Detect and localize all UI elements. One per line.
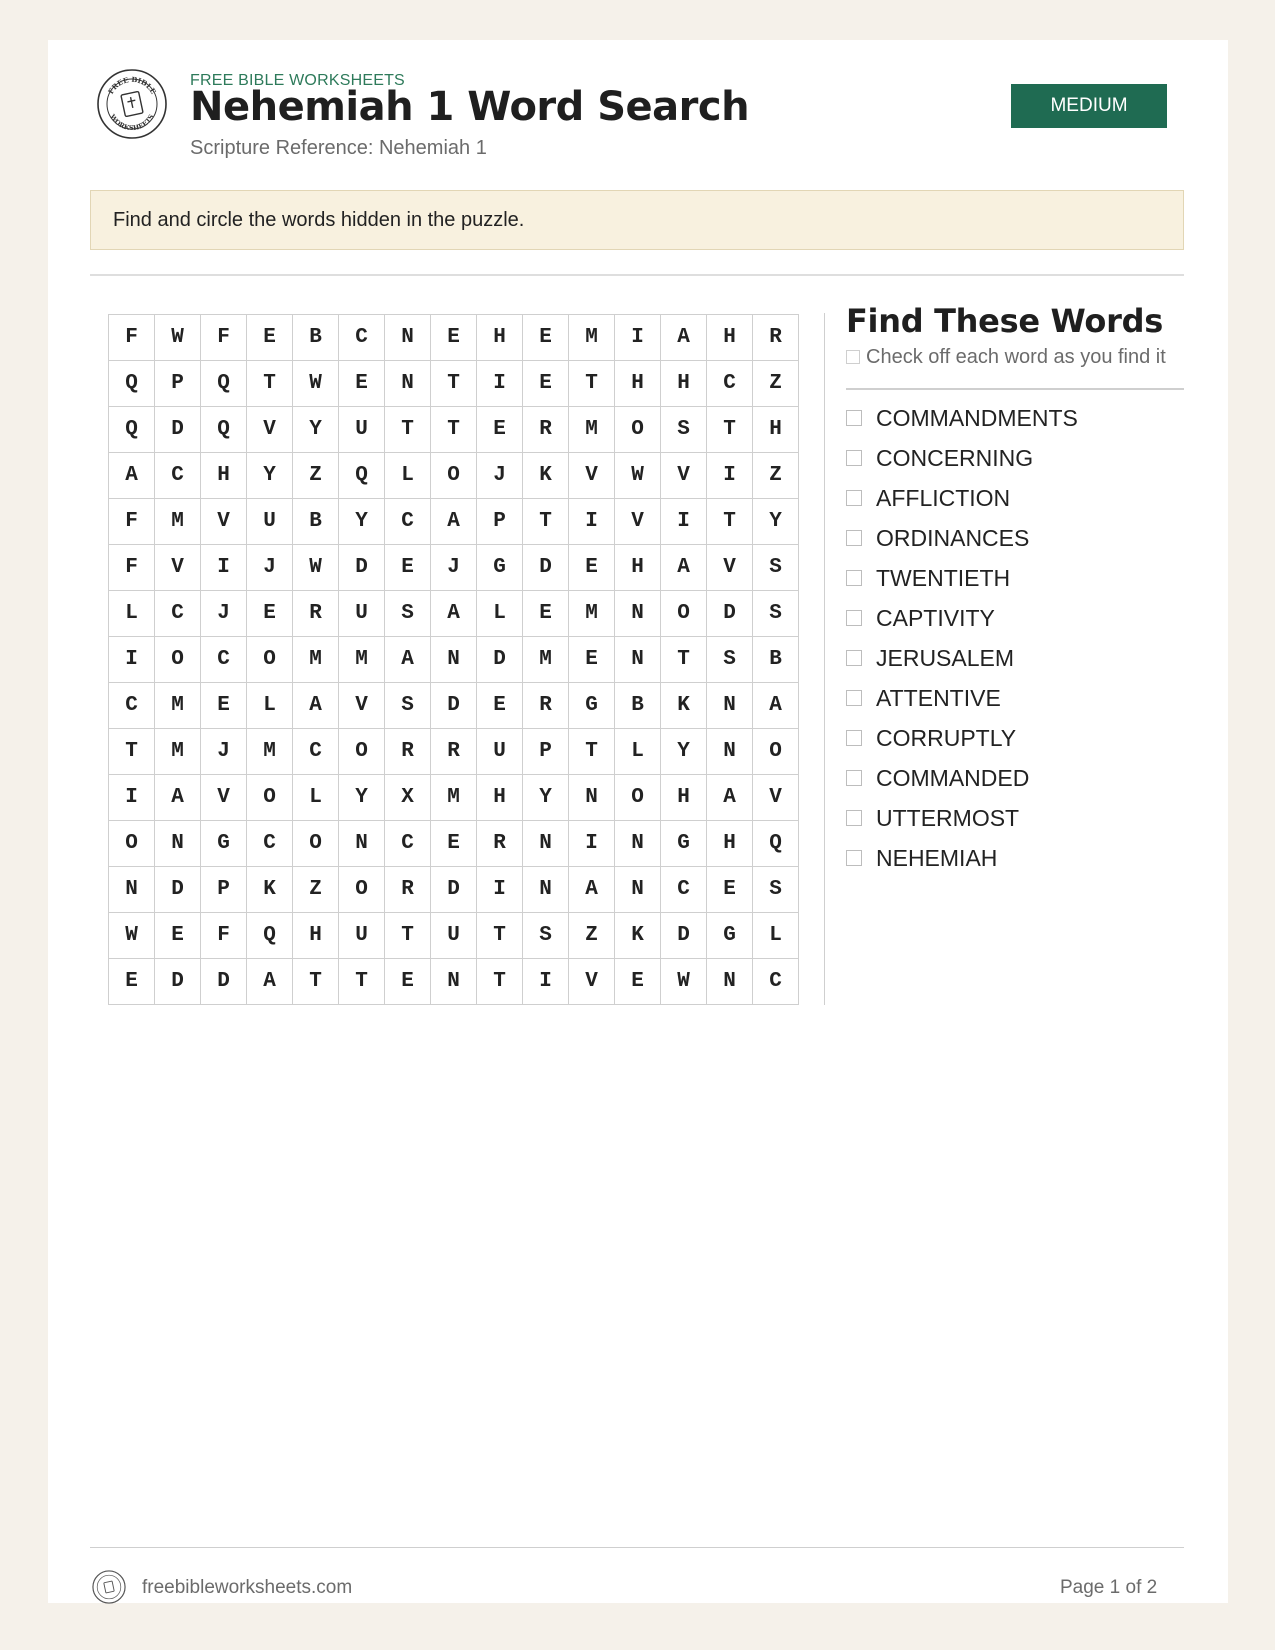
grid-cell[interactable]: T [431, 407, 477, 453]
page-title: Nehemiah 1 Word Search [190, 84, 750, 130]
grid-cell[interactable]: Z [753, 361, 799, 407]
grid-cell[interactable]: D [431, 683, 477, 729]
grid-row [109, 729, 799, 775]
grid-cell[interactable]: D [661, 913, 707, 959]
grid-cell[interactable]: E [569, 545, 615, 591]
grid-cell[interactable]: M [431, 775, 477, 821]
grid-cell[interactable]: H [293, 913, 339, 959]
grid-cell[interactable]: M [293, 637, 339, 683]
grid-cell[interactable]: G [201, 821, 247, 867]
grid-cell[interactable]: O [293, 821, 339, 867]
grid-cell[interactable]: E [569, 637, 615, 683]
grid-cell[interactable]: F [201, 315, 247, 361]
grid-cell[interactable]: A [431, 591, 477, 637]
footer-divider [90, 1547, 1184, 1548]
grid-cell[interactable]: W [293, 545, 339, 591]
grid-cell[interactable]: M [155, 729, 201, 775]
word-list [846, 398, 1078, 878]
grid-row [109, 545, 799, 591]
word-list-subtitle [846, 346, 1166, 369]
grid-cell[interactable]: K [523, 453, 569, 499]
header [48, 40, 1228, 180]
grid-row [109, 867, 799, 913]
grid-cell[interactable]: Z [753, 453, 799, 499]
grid-cell[interactable]: N [615, 821, 661, 867]
grid-cell[interactable]: V [707, 545, 753, 591]
grid-cell[interactable]: B [293, 499, 339, 545]
word-list-title: Find These Words [846, 302, 1163, 340]
grid-cell[interactable]: J [477, 453, 523, 499]
grid-cell[interactable]: K [247, 867, 293, 913]
checkbox-icon[interactable] [846, 530, 862, 546]
grid-cell[interactable]: D [155, 959, 201, 1005]
grid-cell[interactable]: B [293, 315, 339, 361]
grid-cell[interactable]: I [569, 821, 615, 867]
grid-cell[interactable]: J [201, 591, 247, 637]
grid-cell[interactable]: S [661, 407, 707, 453]
grid-cell[interactable]: E [247, 315, 293, 361]
difficulty-badge: MEDIUM [1011, 84, 1167, 128]
grid-cell[interactable]: N [523, 821, 569, 867]
grid-cell[interactable]: D [523, 545, 569, 591]
grid-cell[interactable]: A [385, 637, 431, 683]
grid-cell[interactable]: D [477, 637, 523, 683]
grid-cell[interactable]: R [431, 729, 477, 775]
grid-cell[interactable]: V [661, 453, 707, 499]
grid-cell[interactable]: I [569, 499, 615, 545]
grid-cell[interactable]: A [155, 775, 201, 821]
grid-cell[interactable]: Q [109, 407, 155, 453]
grid-cell[interactable]: O [155, 637, 201, 683]
scripture-reference: Scripture Reference: Nehemiah 1 [190, 137, 487, 159]
grid-cell[interactable]: O [753, 729, 799, 775]
word-list-item[interactable] [846, 518, 1078, 558]
grid-cell[interactable]: Y [753, 499, 799, 545]
logo-text-top: FREE BIBLE [106, 74, 158, 96]
grid-cell[interactable]: U [339, 407, 385, 453]
grid-cell[interactable]: N [523, 867, 569, 913]
grid-cell[interactable]: N [615, 591, 661, 637]
grid-cell[interactable]: H [661, 361, 707, 407]
checkbox-icon[interactable] [846, 610, 862, 626]
grid-cell[interactable]: O [661, 591, 707, 637]
grid-cell[interactable]: V [569, 453, 615, 499]
worksheet-page [48, 40, 1228, 1603]
grid-cell[interactable]: Z [293, 867, 339, 913]
grid-cell[interactable]: E [477, 683, 523, 729]
grid-cell[interactable]: V [615, 499, 661, 545]
word-list-divider [846, 388, 1184, 390]
grid-cell[interactable]: D [155, 867, 201, 913]
grid-cell[interactable]: U [477, 729, 523, 775]
word-list-item[interactable] [846, 838, 1078, 878]
grid-cell[interactable]: R [477, 821, 523, 867]
grid-cell[interactable]: K [615, 913, 661, 959]
grid-cell[interactable]: G [661, 821, 707, 867]
grid-cell[interactable]: P [523, 729, 569, 775]
grid-cell[interactable]: J [431, 545, 477, 591]
logo-text-bottom: WORKSHEETS [108, 112, 156, 133]
grid-cell[interactable]: N [385, 315, 431, 361]
grid-cell[interactable]: T [707, 499, 753, 545]
grid-cell[interactable]: E [707, 867, 753, 913]
grid-cell[interactable]: L [753, 913, 799, 959]
grid-cell[interactable]: I [201, 545, 247, 591]
grid-cell[interactable]: O [339, 729, 385, 775]
grid-cell[interactable]: W [109, 913, 155, 959]
grid-cell[interactable]: D [707, 591, 753, 637]
grid-cell[interactable]: C [109, 683, 155, 729]
grid-cell[interactable]: E [109, 959, 155, 1005]
grid-cell[interactable]: Z [293, 453, 339, 499]
section-divider [90, 274, 1184, 276]
grid-cell[interactable]: D [431, 867, 477, 913]
grid-cell[interactable]: X [385, 775, 431, 821]
grid-cell[interactable]: E [431, 821, 477, 867]
grid-cell[interactable]: S [753, 545, 799, 591]
grid-cell[interactable]: V [201, 775, 247, 821]
grid-cell[interactable]: R [523, 683, 569, 729]
checkbox-icon[interactable] [846, 410, 862, 426]
grid-cell[interactable]: B [615, 683, 661, 729]
grid-cell[interactable]: T [385, 407, 431, 453]
grid-cell[interactable]: Y [661, 729, 707, 775]
grid-cell[interactable]: C [753, 959, 799, 1005]
grid-cell[interactable]: T [661, 637, 707, 683]
grid-cell[interactable]: T [339, 959, 385, 1005]
grid-row [109, 453, 799, 499]
grid-cell[interactable]: R [385, 729, 431, 775]
word-list-item[interactable] [846, 398, 1078, 438]
word-label: TWENTIETH [876, 564, 1011, 591]
grid-row [109, 637, 799, 683]
grid-cell[interactable]: A [707, 775, 753, 821]
grid-cell[interactable]: M [339, 637, 385, 683]
grid-cell[interactable]: D [339, 545, 385, 591]
grid-cell[interactable]: R [385, 867, 431, 913]
grid-cell[interactable]: D [155, 407, 201, 453]
grid-cell[interactable]: P [477, 499, 523, 545]
word-label: CORRUPTLY [876, 724, 1017, 751]
grid-cell[interactable]: I [477, 867, 523, 913]
grid-cell[interactable]: E [385, 959, 431, 1005]
grid-cell[interactable]: L [385, 453, 431, 499]
grid-cell[interactable]: U [339, 913, 385, 959]
checkbox-icon[interactable] [846, 770, 862, 786]
grid-cell[interactable]: T [247, 361, 293, 407]
grid-cell[interactable]: Q [201, 361, 247, 407]
instructions-box: Find and circle the words hidden in the puzzle. [90, 190, 1184, 250]
grid-cell[interactable]: A [661, 315, 707, 361]
grid-cell[interactable]: G [477, 545, 523, 591]
grid-row [109, 683, 799, 729]
word-list-item[interactable] [846, 558, 1078, 598]
grid-cell[interactable]: I [109, 775, 155, 821]
word-list-item[interactable] [846, 758, 1078, 798]
grid-cell[interactable]: Y [293, 407, 339, 453]
grid-cell[interactable]: N [707, 729, 753, 775]
grid-cell[interactable]: Z [569, 913, 615, 959]
checkbox-icon[interactable] [846, 690, 862, 706]
checkbox-icon[interactable] [846, 490, 862, 506]
grid-cell[interactable]: T [477, 959, 523, 1005]
grid-cell[interactable]: A [247, 959, 293, 1005]
grid-cell[interactable]: A [109, 453, 155, 499]
grid-cell[interactable]: C [155, 591, 201, 637]
bible-seal-icon [96, 68, 168, 140]
grid-cell[interactable]: L [293, 775, 339, 821]
grid-cell[interactable]: S [385, 683, 431, 729]
grid-cell[interactable]: R [523, 407, 569, 453]
grid-cell[interactable]: Q [201, 407, 247, 453]
word-list-item[interactable] [846, 718, 1078, 758]
grid-cell[interactable]: N [707, 959, 753, 1005]
grid-cell[interactable]: M [523, 637, 569, 683]
grid-cell[interactable]: M [247, 729, 293, 775]
grid-cell[interactable]: S [753, 591, 799, 637]
grid-cell[interactable]: S [707, 637, 753, 683]
grid-row [109, 959, 799, 1005]
grid-cell[interactable]: G [569, 683, 615, 729]
grid-cell[interactable]: C [155, 453, 201, 499]
grid-cell[interactable]: K [661, 683, 707, 729]
grid-row [109, 407, 799, 453]
grid-cell[interactable]: J [201, 729, 247, 775]
grid-cell[interactable]: H [707, 821, 753, 867]
grid-cell[interactable]: H [477, 775, 523, 821]
word-label: ORDINANCES [876, 524, 1030, 551]
page-number: Page 1 of 2 [1060, 1577, 1158, 1598]
grid-cell[interactable]: U [339, 591, 385, 637]
grid-cell[interactable]: Y [247, 453, 293, 499]
word-list-item[interactable] [846, 678, 1078, 718]
grid-cell[interactable]: Q [753, 821, 799, 867]
grid-cell[interactable]: O [247, 637, 293, 683]
grid-cell[interactable]: N [155, 821, 201, 867]
grid-cell[interactable]: O [247, 775, 293, 821]
word-list-item[interactable] [846, 638, 1078, 678]
grid-cell[interactable]: C [339, 315, 385, 361]
checkbox-icon[interactable] [846, 570, 862, 586]
grid-cell[interactable]: A [293, 683, 339, 729]
grid-cell[interactable]: I [615, 315, 661, 361]
footer-logo-icon [92, 1570, 126, 1604]
grid-cell[interactable]: V [201, 499, 247, 545]
grid-cell[interactable]: Q [109, 361, 155, 407]
word-label: AFFLICTION [876, 484, 1011, 511]
word-label: COMMANDMENTS [876, 404, 1078, 431]
grid-cell[interactable]: A [661, 545, 707, 591]
grid-cell[interactable]: C [385, 821, 431, 867]
grid-cell[interactable]: Y [339, 775, 385, 821]
checkbox-icon[interactable] [846, 650, 862, 666]
grid-cell[interactable]: E [201, 683, 247, 729]
grid-cell[interactable]: Y [339, 499, 385, 545]
word-label: UTTERMOST [876, 804, 1020, 831]
grid-cell[interactable]: N [615, 867, 661, 913]
grid-cell[interactable]: E [431, 315, 477, 361]
grid-cell[interactable]: T [477, 913, 523, 959]
grid-cell[interactable]: I [477, 361, 523, 407]
grid-cell[interactable]: E [339, 361, 385, 407]
grid-cell[interactable]: A [431, 499, 477, 545]
grid-cell[interactable]: E [523, 361, 569, 407]
grid-cell[interactable]: Q [339, 453, 385, 499]
grid-cell[interactable]: C [707, 361, 753, 407]
grid-cell[interactable]: W [661, 959, 707, 1005]
grid-row [109, 315, 799, 361]
grid-cell[interactable]: N [339, 821, 385, 867]
grid-cell[interactable]: T [109, 729, 155, 775]
grid-cell[interactable]: H [753, 407, 799, 453]
grid-cell[interactable]: E [523, 315, 569, 361]
grid-cell[interactable]: S [523, 913, 569, 959]
grid-cell[interactable]: I [523, 959, 569, 1005]
grid-cell[interactable]: P [155, 361, 201, 407]
checkbox-icon[interactable] [846, 730, 862, 746]
grid-row [109, 591, 799, 637]
grid-cell[interactable]: E [385, 545, 431, 591]
grid-cell[interactable]: M [155, 683, 201, 729]
grid-cell[interactable]: T [569, 361, 615, 407]
grid-cell[interactable]: I [661, 499, 707, 545]
grid-cell[interactable]: E [477, 407, 523, 453]
grid-cell[interactable]: V [339, 683, 385, 729]
grid-cell[interactable]: D [201, 959, 247, 1005]
grid-cell[interactable]: L [615, 729, 661, 775]
grid-cell[interactable]: R [753, 315, 799, 361]
grid-cell[interactable]: F [201, 913, 247, 959]
grid-cell[interactable]: H [615, 545, 661, 591]
grid-cell[interactable]: L [247, 683, 293, 729]
grid-row [109, 361, 799, 407]
grid-cell[interactable]: O [615, 775, 661, 821]
word-list-item[interactable] [846, 438, 1078, 478]
grid-cell[interactable]: B [753, 637, 799, 683]
grid-cell[interactable]: O [109, 821, 155, 867]
grid-cell[interactable]: A [569, 867, 615, 913]
word-list-item[interactable] [846, 798, 1078, 838]
grid-cell[interactable]: M [569, 591, 615, 637]
checkbox-icon[interactable] [846, 850, 862, 866]
grid-cell[interactable]: O [615, 407, 661, 453]
grid-cell[interactable]: A [753, 683, 799, 729]
grid-cell[interactable]: V [753, 775, 799, 821]
grid-cell[interactable]: I [707, 453, 753, 499]
footer-url: freebibleworksheets.com [142, 1577, 353, 1598]
grid-cell[interactable]: S [385, 591, 431, 637]
grid-cell[interactable]: N [431, 637, 477, 683]
grid-cell[interactable]: C [293, 729, 339, 775]
word-list-item[interactable] [846, 598, 1078, 638]
grid-cell[interactable]: F [109, 545, 155, 591]
grid-cell[interactable]: T [293, 959, 339, 1005]
column-divider [824, 313, 825, 1005]
grid-row [109, 775, 799, 821]
grid-cell[interactable]: N [569, 775, 615, 821]
word-label: JERUSALEM [876, 644, 1015, 671]
grid-cell[interactable]: L [477, 591, 523, 637]
grid-cell[interactable]: U [431, 913, 477, 959]
word-label: ATTENTIVE [876, 684, 1001, 711]
grid-cell[interactable]: H [477, 315, 523, 361]
grid-cell[interactable]: N [431, 959, 477, 1005]
grid-cell[interactable]: H [615, 361, 661, 407]
grid-cell[interactable]: H [707, 315, 753, 361]
grid-cell[interactable]: M [569, 315, 615, 361]
grid-cell[interactable]: E [247, 591, 293, 637]
grid-cell[interactable]: C [247, 821, 293, 867]
grid-cell[interactable]: C [385, 499, 431, 545]
word-list-subtitle-text: Check off each word as you find it [866, 346, 1166, 368]
grid-cell[interactable]: V [569, 959, 615, 1005]
grid-cell[interactable]: C [201, 637, 247, 683]
word-label: CONCERNING [876, 444, 1034, 471]
grid-cell[interactable]: C [661, 867, 707, 913]
word-label: CAPTIVITY [876, 604, 995, 631]
grid-cell[interactable]: I [109, 637, 155, 683]
grid-cell[interactable]: Y [523, 775, 569, 821]
grid-cell[interactable]: V [155, 545, 201, 591]
grid-cell[interactable]: R [293, 591, 339, 637]
grid-cell[interactable]: F [109, 499, 155, 545]
word-label: NEHEMIAH [876, 844, 998, 871]
grid-cell[interactable]: T [385, 913, 431, 959]
grid-cell[interactable]: W [615, 453, 661, 499]
grid-cell[interactable]: N [385, 361, 431, 407]
grid-cell[interactable]: E [523, 591, 569, 637]
grid-cell[interactable]: M [155, 499, 201, 545]
grid-cell[interactable]: P [201, 867, 247, 913]
grid-cell[interactable]: H [661, 775, 707, 821]
grid-cell[interactable]: N [707, 683, 753, 729]
grid-cell[interactable]: T [707, 407, 753, 453]
grid-cell[interactable]: U [247, 499, 293, 545]
grid-cell[interactable]: Q [247, 913, 293, 959]
grid-cell[interactable]: T [431, 361, 477, 407]
grid-cell[interactable]: O [339, 867, 385, 913]
grid-row [109, 913, 799, 959]
grid-cell[interactable]: V [247, 407, 293, 453]
grid-cell[interactable]: W [293, 361, 339, 407]
grid-cell[interactable]: S [753, 867, 799, 913]
brand-name: FREE BIBLE WORKSHEETS [190, 72, 405, 89]
grid-cell[interactable]: E [155, 913, 201, 959]
word-list-item[interactable] [846, 478, 1078, 518]
checkbox-icon[interactable] [846, 450, 862, 466]
word-search-grid[interactable] [108, 314, 799, 1005]
grid-cell[interactable]: J [247, 545, 293, 591]
grid-row [109, 499, 799, 545]
grid-cell[interactable]: E [615, 959, 661, 1005]
grid-cell[interactable]: H [201, 453, 247, 499]
checkbox-icon [846, 350, 860, 364]
grid-cell[interactable]: W [155, 315, 201, 361]
grid-cell[interactable]: T [523, 499, 569, 545]
grid-cell[interactable]: G [707, 913, 753, 959]
word-label: COMMANDED [876, 764, 1030, 791]
grid-cell[interactable]: L [109, 591, 155, 637]
grid-cell[interactable]: T [569, 729, 615, 775]
grid-row [109, 821, 799, 867]
grid-cell[interactable]: N [109, 867, 155, 913]
checkbox-icon[interactable] [846, 810, 862, 826]
grid-cell[interactable]: O [431, 453, 477, 499]
grid-cell[interactable]: F [109, 315, 155, 361]
grid-cell[interactable]: N [615, 637, 661, 683]
grid-cell[interactable]: M [569, 407, 615, 453]
